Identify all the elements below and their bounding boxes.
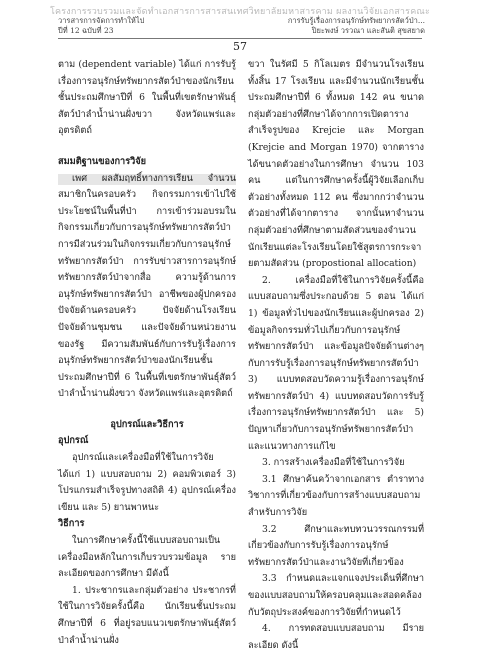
paragraph: ตาม (dependent variable) ได้แก่ การรับรู้เรื่องการอนุรักษ์ทรัพยากรสัตว์ป่าของนักเรียนชั้นประถมศึกษาปีที่ 6 ในพื้นที่เขตรักษาพันธุ์สัตว์ป่าลำน้ำน่านฝั่งขวา จังหวัดแพร่และอุตรดิตถ์ [58, 59, 236, 137]
paragraph: ในการศึกษาครั้งนี้ใช้แบบสอบถามเป็นเครื่องมือหลักในการเก็บรวบรวมข้อมูล รายละเอียดของการศึกษา มีดังนี้ [58, 535, 236, 580]
paragraph-gap [58, 140, 236, 154]
article-authors: ปิยะพงษ์ วรวณา และสันติ สุขสยาด [311, 26, 425, 35]
watermark-text: โครงการรวบรวมและจัดทำเอกสารการสารสนเทศวิทยาลัยมหาสารคาม ผลงานวิจัยเอกสารคณะ [49, 7, 431, 17]
running-header-right [275, 16, 425, 36]
section-heading: อุปกรณ์ [58, 435, 89, 447]
running-header-left [58, 16, 144, 36]
paragraph: 3.2 ศึกษาและทบทวนวรรณกรรมที่เกี่ยวข้องกับการรับรู้เรื่องการอนุรักษ์ทรัพยากรสัตว์ป่าและงานวิจัยที่เกี่ยวข้อง [248, 523, 424, 568]
paragraph: อุปกรณ์และเครื่องมือที่ใช้ในการวิจัย ได้แก่ 1) แบบสอบถาม 2) คอมพิวเตอร์ 3) โปรแกรมสำเร็จรูปทางสถิติ 4) อุปกรณ์เครื่องเขียน และ 5) ยานพาหนะ [58, 452, 236, 513]
left-column [58, 57, 236, 649]
paragraph: 3.1 ศึกษาค้นคว้าจากเอกสาร ตำราทางวิชาการที่เกี่ยวข้องกับการสร้างแบบสอบถามสำหรับการวิจัย [248, 473, 424, 519]
section-heading: วิธีการ [58, 518, 85, 530]
paragraph: ขวา ในรัศมี 5 กิโลเมตร มีจำนวนโรงเรียนทั้งสิ้น 17 โรงเรียน และมีจำนวนนักเรียนชั้นประถมศึกษาปีที่ 6 ทั้งหมด 142 คน ขนาดกลุ่มตัวอย่างที่ศึกษาได้จากการเปิดตารางสำเร็จรูปของ Krejcie และ Morgan (Krejcie and Morgan 1970) จากตารางได้ขนาดตัวอย่างในการศึกษา จำนวน 103 คน แต่ในการศึกษาครั้งนี้ผู้วิจัยเลือกเก็บตัวอย่างทั้งหมด 112 คน ซึ่งมากกว่าจำนวนตัวอย่างที่ได้จากตาราง จากนั้นหาจำนวนกลุ่มตัวอย่างที่ศึกษาตามสัดส่วนของจำนวนนักเรียนแต่ละโรงเรียนโดยใช้สูตรการกระจายตามสัดส่วน (propostional allocation) [248, 59, 424, 270]
paragraph: 4. การทดสอบแบบสอบถาม มีรายละเอียด ดังนี้ [248, 623, 424, 651]
volume-issue: ปีที่ 12 ฉบับที่ 23 [58, 26, 114, 35]
page-number: 57 [233, 40, 247, 53]
section-heading: สมมติฐานของการวิจัย [58, 155, 147, 167]
header-divider [58, 38, 422, 39]
right-column [248, 57, 424, 654]
journal-title: วารสารการจัดการทำให้ไป [58, 16, 145, 25]
paragraph: เพศ ผลสัมฤทธิ์ทางการเรียน จำนวนสมาชิกในครอบครัว กิจกรรมการเข้าไปใช้ประโยชน์ในพื้นที่ป่า การเข้าร่วมอบรมในกิจกรรมเกี่ยวกับการอนุรักษ์ทรัพยากรสัตว์ป่า การมีส่วนร่วมในกิจกรรมเกี่ยวกับการอนุรักษ์ทรัพยากรสัตว์ป่า การรับข่าวสารการอนุรักษ์ทรัพยากรสัตว์ป่าจากสื่อ ความรู้ด้านการอนุรักษ์ทรัพยากรสัตว์ป่า อาชีพของผู้ปกครอง ปัจจัยด้านครอบครัว ปัจจัยด้านโรงเรียน ปัจจัยด้านชุมชน และปัจจัยด้านหน่วยงานของรัฐ มีความสัมพันธ์กับการรับรู้เรื่องการอนุรักษ์ทรัพยากรสัตว์ป่าของนักเรียนชั้นประถมศึกษาปีที่ 6 ในพื้นที่เขตรักษาพันธุ์สัตว์ป่าลำน้ำน่านฝั่งขวา จังหวัดแพร่และอุตรดิตถ์ [58, 171, 236, 403]
paragraph-gap [58, 403, 236, 417]
paragraph: 1. ประชากรและกลุ่มตัวอย่าง ประชากรที่ใช้ในการวิจัยครั้งนี้คือ นักเรียนชั้นประถมศึกษาปีที่ 6 ที่อยู่รอบแนวเขตรักษาพันธุ์สัตว์ป่าลำน้ำน่านฝั่ง [58, 584, 236, 646]
paragraph: 3. การสร้างเครื่องมือที่ใช้ในการวิจัย [262, 457, 405, 469]
paragraph: 2. เครื่องมือที่ใช้ในการวิจัยครั้งนี้คือ แบบสอบถามซึ่งประกอบด้วย 5 ตอน ได้แก่ 1) ข้อมูลทั่วไปของนักเรียนและผู้ปกครอง 2) ข้อมูลกิจกรรมทั่วไปเกี่ยวกับการอนุรักษ์ทรัพยากรสัตว์ป่า และข้อมูลปัจจัยด้านต่างๆ กับการรับรู้เรื่องการอนุรักษ์ทรัพยากรสัตว์ป่า 3) แบบทดสอบวัดความรู้เรื่องการอนุรักษ์ทรัพยากรสัตว์ป่า 4) แบบทดสอบวัดการรับรู้เรื่องการอนุรักษ์ทรัพยากรสัตว์ป่า และ 5) ปัญหาเกี่ยวกับการอนุรักษ์ทรัพยากรสัตว์ป่าและแนวทางการแก้ไข [248, 274, 424, 452]
section-heading: อุปกรณ์และวิธีการ [110, 418, 184, 430]
paragraph: 3.3 กำหนดและแจกแจงประเด็นที่ศึกษาของแบบสอบถามให้ครอบคลุมและสอดคล้องกับวัตถุประสงค์ของการวิจัยที่กำหนดไว้ [248, 573, 424, 618]
article-title: การรับรู้เรื่องการอนุรักษ์ทรัพยากรสัตว์ป่า... [287, 16, 425, 25]
